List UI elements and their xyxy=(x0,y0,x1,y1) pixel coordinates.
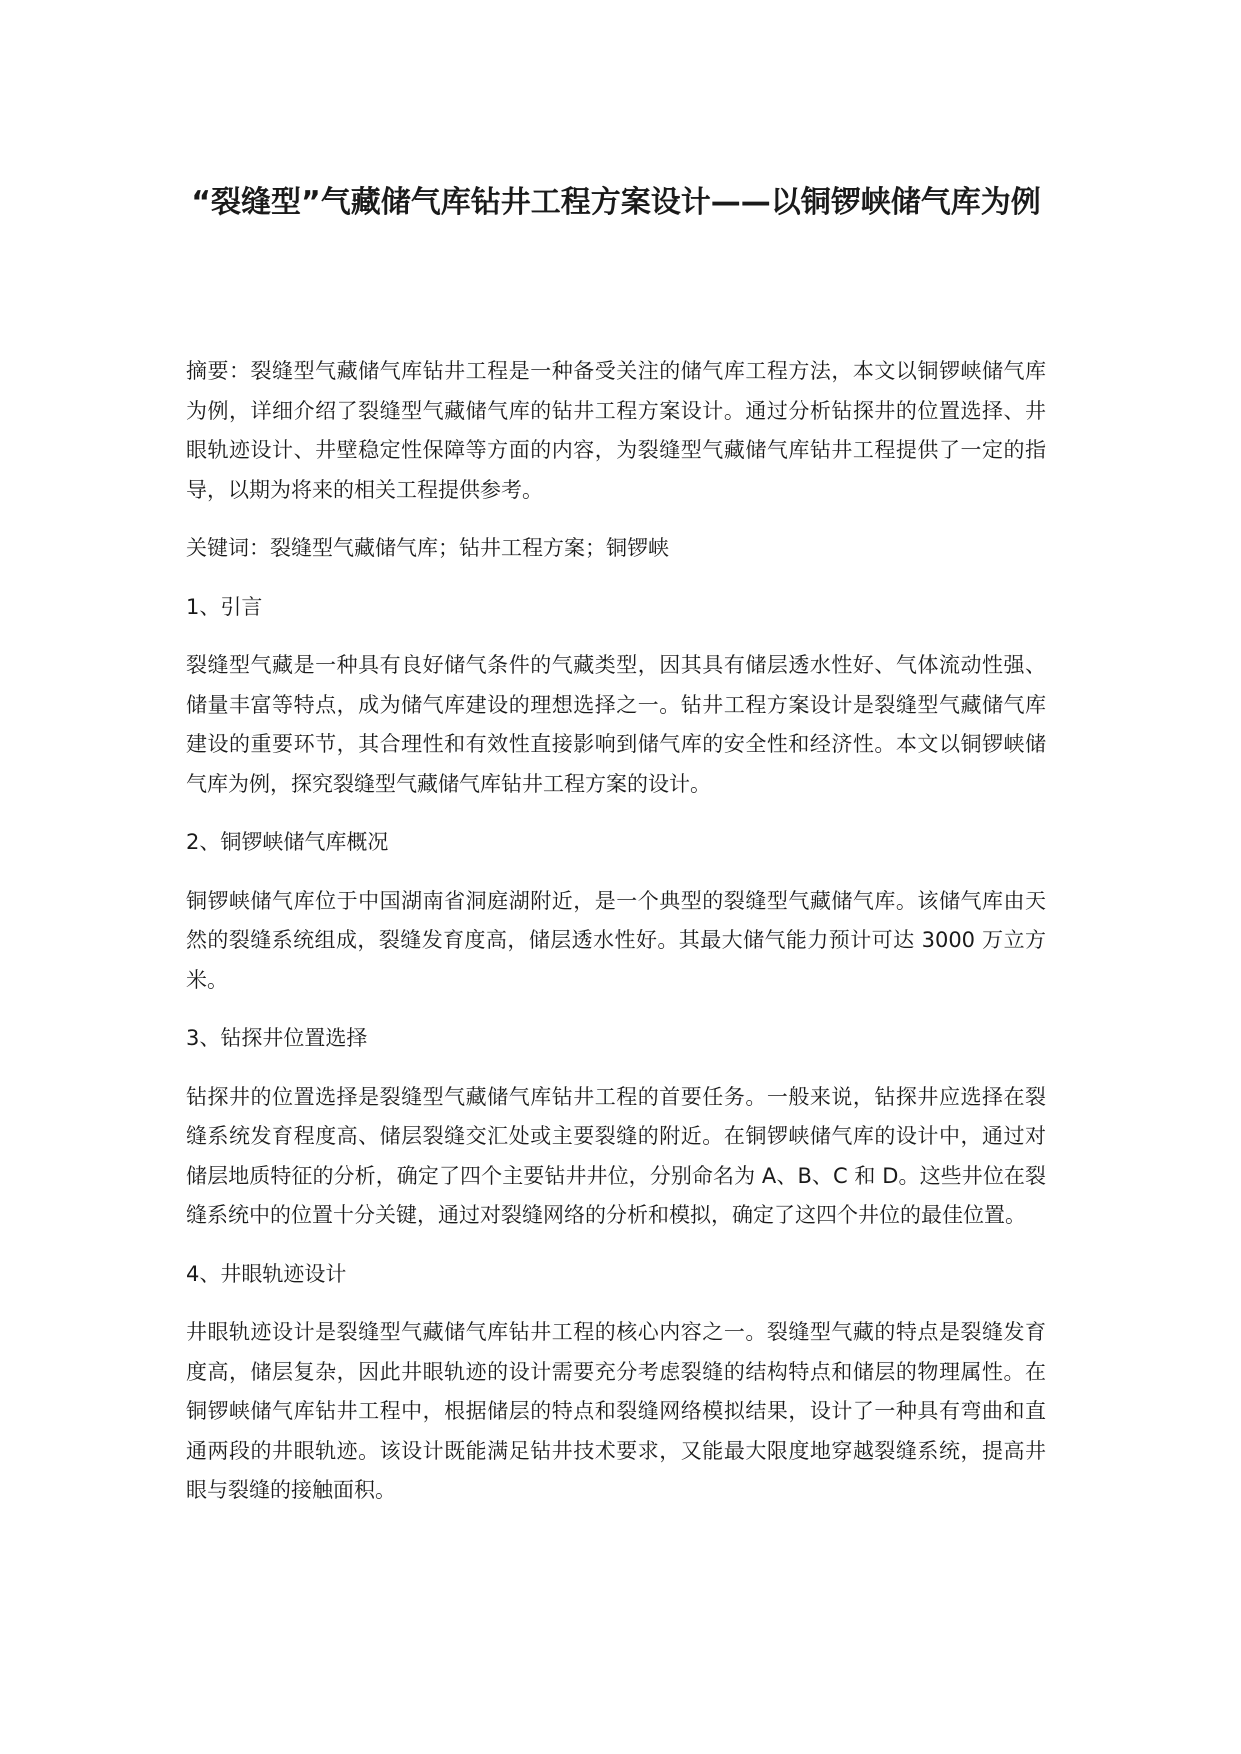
section-paragraph: 钻探井的位置选择是裂缝型气藏储气库钻井工程的首要任务。一般来说，钻探井应选择在裂缝系统发育程度高、储层裂缝交汇处或主要裂缝的附近。在铜锣峡储气库的设计中，通过对储层地质特征的分析，确定了四个主要钻井井位，分别命名为 A、B、C 和 D。这些井位在裂缝系统中的位置十分关键，通过对裂缝网络的分析和模拟，确定了这四个井位的最佳位置。 xyxy=(186,1084,1046,1227)
section-paragraph: 裂缝型气藏是一种具有良好储气条件的气藏类型，因其具有储层透水性好、气体流动性强、储量丰富等特点，成为储气库建设的理想选择之一。钻井工程方案设计是裂缝型气藏储气库建设的重要环节，其合理性和有效性直接影响到储气库的安全性和经济性。本文以铜锣峡储气库为例，探究裂缝型气藏储气库钻井工程方案的设计。 xyxy=(186,653,1046,796)
section-heading: 3、钻探井位置选择 xyxy=(186,1026,368,1050)
section-overview xyxy=(186,823,1046,1000)
section-introduction xyxy=(186,588,1046,805)
section-heading: 1、引言 xyxy=(186,594,263,619)
section-paragraph: 井眼轨迹设计是裂缝型气藏储气库钻井工程的核心内容之一。裂缝型气藏的特点是裂缝发育度高，储层复杂，因此井眼轨迹的设计需要充分考虑裂缝的结构特点和储层的物理属性。在铜锣峡储气库钻井工程中，根据储层的特点和裂缝网络模拟结果，设计了一种具有弯曲和直通两段的井眼轨迹。该设计既能满足钻井技术要求，又能最大限度地穿越裂缝系统，提高井眼与裂缝的接触面积。 xyxy=(186,1320,1046,1502)
section-well-location xyxy=(186,1019,1046,1236)
abstract-paragraph: 摘要：裂缝型气藏储气库钻井工程是一种备受关注的储气库工程方法，本文以铜锣峡储气库为例，详细介绍了裂缝型气藏储气库的钻井工程方案设计。通过分析钻探井的位置选择、井眼轨迹设计、井壁稳定性保障等方面的内容，为裂缝型气藏储气库钻井工程提供了一定的指导，以期为将来的相关工程提供参考。 xyxy=(186,359,1046,502)
section-paragraph: 铜锣峡储气库位于中国湖南省洞庭湖附近，是一个典型的裂缝型气藏储气库。该储气库由天然的裂缝系统组成，裂缝发育度高，储层透水性好。其最大储气能力预计可达 3000 万立方米。 xyxy=(186,888,1046,992)
document-title: “裂缝型”气藏储气库钻井工程方案设计——以铜锣峡储气库为例 xyxy=(191,185,1041,220)
section-trajectory xyxy=(186,1255,1046,1511)
keywords-paragraph: 关键词：裂缝型气藏储气库；钻井工程方案；铜锣峡 xyxy=(186,536,669,560)
section-heading: 2、铜锣峡储气库概况 xyxy=(186,830,389,854)
section-heading: 4、井眼轨迹设计 xyxy=(186,1261,347,1286)
document-body xyxy=(186,352,1046,1530)
